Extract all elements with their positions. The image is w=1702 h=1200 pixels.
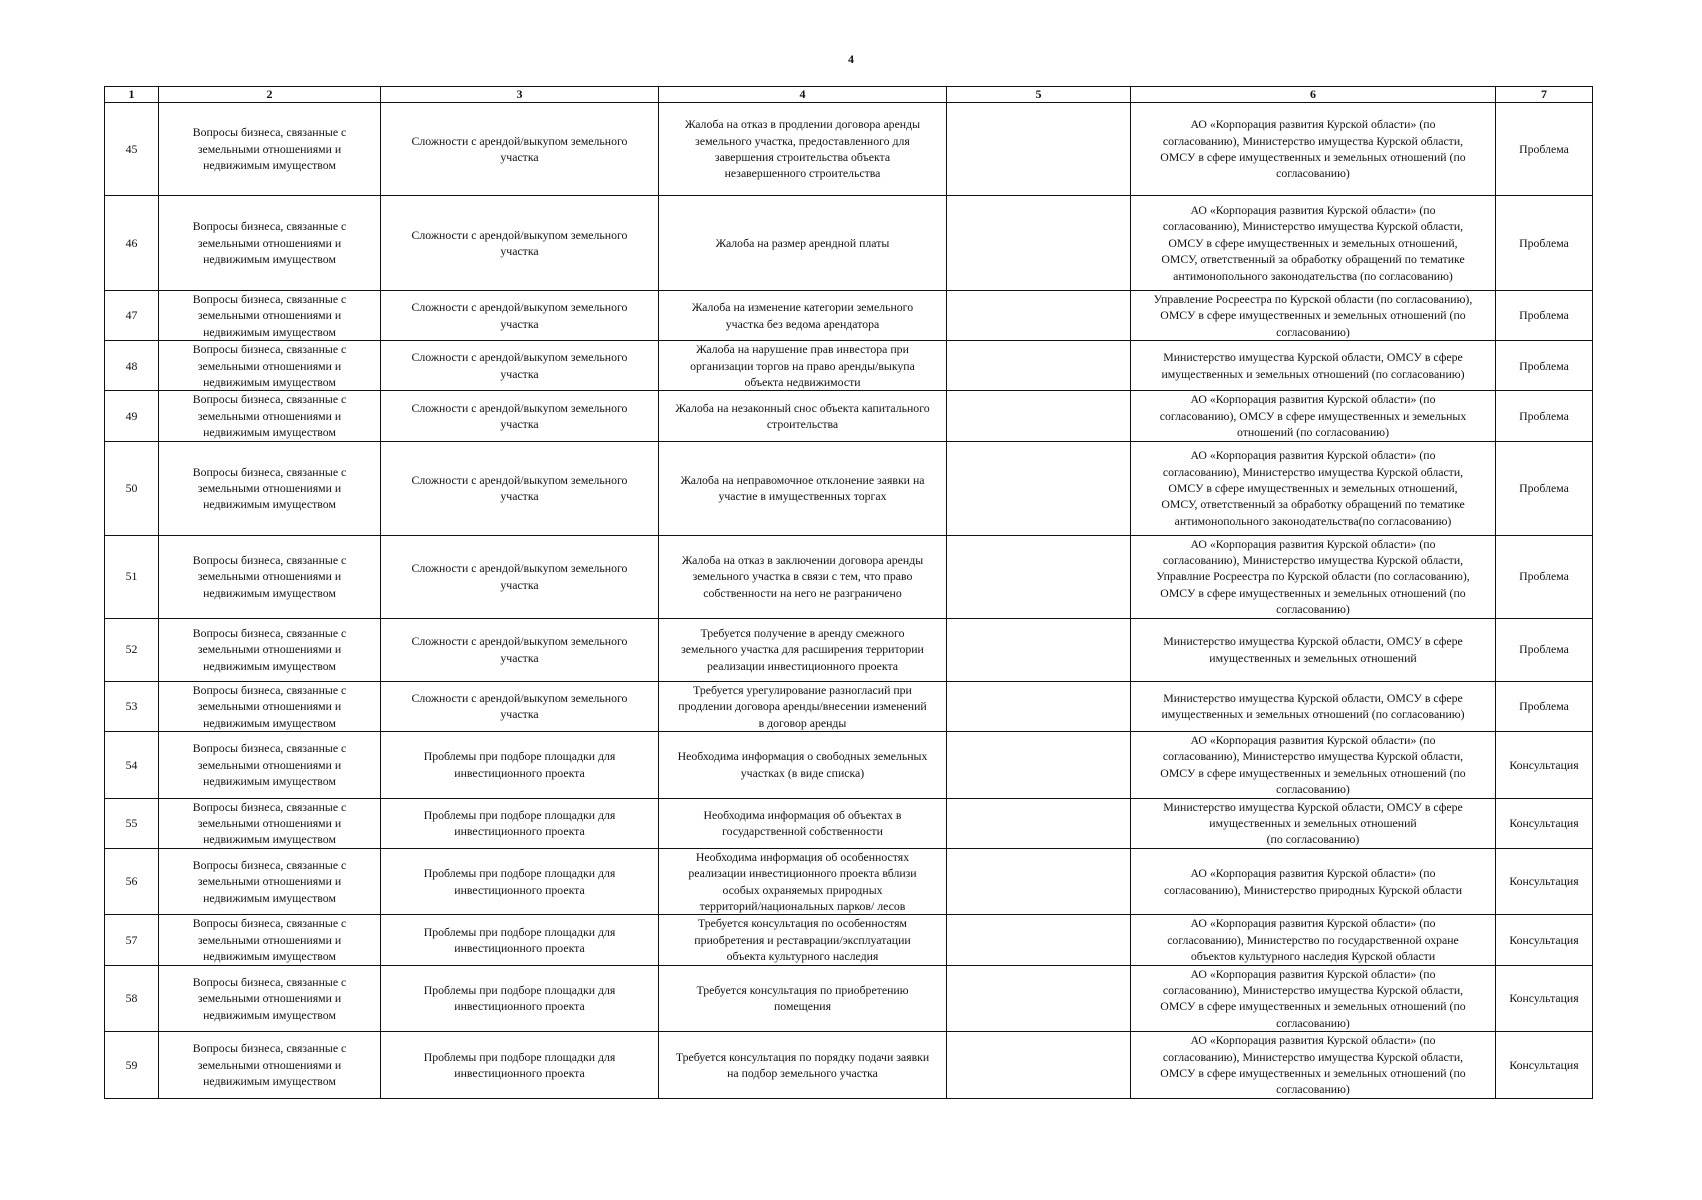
table-row	[105, 798, 1593, 848]
cell-topic: Вопросы бизнеса, связанные с земельными отношениями и недвижимым имуществом	[159, 681, 381, 731]
cell-description: Требуется консультация по особенностям приобретения и реставрации/эксплуатации объекта культурного наследия	[659, 915, 947, 965]
cell-issue: Проблемы при подборе площадки для инвестиционного проекта	[381, 848, 659, 915]
header-col-5: 5	[947, 87, 1131, 103]
table-row	[105, 103, 1593, 196]
page-number: 4	[848, 52, 854, 66]
cell-col5	[947, 848, 1131, 915]
cell-description: Жалоба на отказ в продлении договора аренды земельного участка, предоставленного для завершения строительства объекта незавершенного строительства	[659, 103, 947, 196]
cell-col5	[947, 618, 1131, 681]
document-table	[104, 86, 1593, 1099]
cell-topic: Вопросы бизнеса, связанные с земельными отношениями и недвижимым имуществом	[159, 291, 381, 341]
cell-issue: Проблемы при подборе площадки для инвестиционного проекта	[381, 798, 659, 848]
cell-col5	[947, 291, 1131, 341]
cell-type: Консультация	[1496, 915, 1593, 965]
cell-type: Консультация	[1496, 848, 1593, 915]
cell-col5	[947, 798, 1131, 848]
table-row	[105, 848, 1593, 915]
cell-responsible: Министерство имущества Курской области, ОМСУ в сфере имущественных и земельных отношений (по согласованию)	[1131, 341, 1496, 391]
cell-col5	[947, 681, 1131, 731]
cell-issue: Проблемы при подборе площадки для инвестиционного проекта	[381, 731, 659, 798]
cell-number: 56	[105, 848, 159, 915]
cell-type: Консультация	[1496, 798, 1593, 848]
cell-type: Проблема	[1496, 196, 1593, 291]
cell-issue: Проблемы при подборе площадки для инвестиционного проекта	[381, 1032, 659, 1099]
table-header	[105, 87, 1593, 103]
cell-issue: Сложности с арендой/выкупом земельного участка	[381, 535, 659, 618]
cell-topic: Вопросы бизнеса, связанные с земельными отношениями и недвижимым имуществом	[159, 618, 381, 681]
table-row	[105, 681, 1593, 731]
cell-description: Требуется консультация по порядку подачи заявки на подбор земельного участка	[659, 1032, 947, 1099]
cell-issue: Сложности с арендой/выкупом земельного участка	[381, 103, 659, 196]
cell-number: 53	[105, 681, 159, 731]
cell-number: 50	[105, 441, 159, 535]
cell-description: Необходима информация об особенностях реализации инвестиционного проекта вблизи особых охраняемых природных территорий/национальных парков/ лесов	[659, 848, 947, 915]
cell-topic: Вопросы бизнеса, связанные с земельными отношениями и недвижимым имуществом	[159, 915, 381, 965]
header-col-2: 2	[159, 87, 381, 103]
cell-topic: Вопросы бизнеса, связанные с земельными отношениями и недвижимым имуществом	[159, 196, 381, 291]
document-table-container	[104, 86, 1592, 1099]
cell-col5	[947, 341, 1131, 391]
cell-topic: Вопросы бизнеса, связанные с земельными отношениями и недвижимым имуществом	[159, 798, 381, 848]
table-row	[105, 1032, 1593, 1099]
cell-issue: Проблемы при подборе площадки для инвестиционного проекта	[381, 915, 659, 965]
cell-type: Консультация	[1496, 1032, 1593, 1099]
cell-description: Необходима информация о свободных земельных участках (в виде списка)	[659, 731, 947, 798]
cell-number: 58	[105, 965, 159, 1032]
table-row	[105, 915, 1593, 965]
cell-number: 46	[105, 196, 159, 291]
cell-type: Консультация	[1496, 965, 1593, 1032]
cell-number: 52	[105, 618, 159, 681]
cell-responsible: АО «Корпорация развития Курской области» (по согласованию), Министерство природных Курской области	[1131, 848, 1496, 915]
cell-responsible: АО «Корпорация развития Курской области» (по согласованию), ОМСУ в сфере имущественных и земельных отношений (по согласованию)	[1131, 391, 1496, 441]
cell-col5	[947, 965, 1131, 1032]
table-body	[105, 103, 1593, 1099]
cell-topic: Вопросы бизнеса, связанные с земельными отношениями и недвижимым имуществом	[159, 103, 381, 196]
cell-responsible: АО «Корпорация развития Курской области» (по согласованию), Министерство имущества Курской области, ОМСУ в сфере имущественных и земельных отношений (по согласованию)	[1131, 731, 1496, 798]
cell-responsible: АО «Корпорация развития Курской области» (по согласованию), Министерство имущества Курской области, ОМСУ в сфере имущественных и земельных отношений, ОМСУ, ответственный за обработку обращений по тематике антимонопольного законодательства(по согласованию)	[1131, 441, 1496, 535]
table-row	[105, 391, 1593, 441]
cell-topic: Вопросы бизнеса, связанные с земельными отношениями и недвижимым имуществом	[159, 341, 381, 391]
cell-number: 48	[105, 341, 159, 391]
cell-issue: Сложности с арендой/выкупом земельного участка	[381, 341, 659, 391]
cell-issue: Сложности с арендой/выкупом земельного участка	[381, 441, 659, 535]
cell-issue: Сложности с арендой/выкупом земельного участка	[381, 391, 659, 441]
cell-description: Жалоба на неправомочное отклонение заявки на участие в имущественных торгах	[659, 441, 947, 535]
header-col-6: 6	[1131, 87, 1496, 103]
header-row	[105, 87, 1593, 103]
cell-col5	[947, 196, 1131, 291]
cell-responsible: Министерство имущества Курской области, ОМСУ в сфере имущественных и земельных отношений (по согласованию)	[1131, 681, 1496, 731]
cell-issue: Проблемы при подборе площадки для инвестиционного проекта	[381, 965, 659, 1032]
cell-topic: Вопросы бизнеса, связанные с земельными отношениями и недвижимым имуществом	[159, 965, 381, 1032]
cell-col5	[947, 1032, 1131, 1099]
cell-col5	[947, 535, 1131, 618]
table-row	[105, 291, 1593, 341]
cell-responsible: АО «Корпорация развития Курской области» (по согласованию), Министерство имущества Курской области, ОМСУ в сфере имущественных и земельных отношений, ОМСУ, ответственный за обработку обращений по тематике антимонопольного законодательства (по согласованию)	[1131, 196, 1496, 291]
cell-issue: Сложности с арендой/выкупом земельного участка	[381, 291, 659, 341]
table-row	[105, 731, 1593, 798]
cell-description: Жалоба на незаконный снос объекта капитального строительства	[659, 391, 947, 441]
cell-type: Проблема	[1496, 681, 1593, 731]
cell-description: Жалоба на нарушение прав инвестора при организации торгов на право аренды/выкупа объекта недвижимости	[659, 341, 947, 391]
cell-description: Требуется урегулирование разногласий при продлении договора аренды/внесении изменений в договор аренды	[659, 681, 947, 731]
cell-number: 49	[105, 391, 159, 441]
cell-type: Проблема	[1496, 341, 1593, 391]
cell-responsible: Министерство имущества Курской области, ОМСУ в сфере имущественных и земельных отношений (по согласованию)	[1131, 798, 1496, 848]
cell-col5	[947, 915, 1131, 965]
table-row	[105, 341, 1593, 391]
cell-col5	[947, 103, 1131, 196]
table-row	[105, 441, 1593, 535]
cell-responsible: АО «Корпорация развития Курской области» (по согласованию), Министерство имущества Курской области, ОМСУ в сфере имущественных и земельных отношений (по согласованию)	[1131, 103, 1496, 196]
cell-type: Проблема	[1496, 103, 1593, 196]
header-col-7: 7	[1496, 87, 1593, 103]
cell-type: Проблема	[1496, 441, 1593, 535]
header-col-4: 4	[659, 87, 947, 103]
table-row	[105, 965, 1593, 1032]
cell-description: Жалоба на изменение категории земельного участка без ведома арендатора	[659, 291, 947, 341]
cell-topic: Вопросы бизнеса, связанные с земельными отношениями и недвижимым имуществом	[159, 535, 381, 618]
cell-type: Проблема	[1496, 291, 1593, 341]
cell-responsible: АО «Корпорация развития Курской области» (по согласованию), Министерство имущества Курской области, ОМСУ в сфере имущественных и земельных отношений (по согласованию)	[1131, 1032, 1496, 1099]
cell-responsible: Управление Росреестра по Курской области (по согласованию), ОМСУ в сфере имущественных и земельных отношений (по согласованию)	[1131, 291, 1496, 341]
cell-topic: Вопросы бизнеса, связанные с земельными отношениями и недвижимым имуществом	[159, 848, 381, 915]
cell-number: 47	[105, 291, 159, 341]
table-row	[105, 196, 1593, 291]
header-col-1: 1	[105, 87, 159, 103]
cell-col5	[947, 441, 1131, 535]
cell-responsible: АО «Корпорация развития Курской области» (по согласованию), Министерство имущества Курской области, Управлние Росреестра по Курской области (по согласованию), ОМСУ в сфере имущественных и земельных отношений (по согласованию)	[1131, 535, 1496, 618]
header-col-3: 3	[381, 87, 659, 103]
cell-number: 54	[105, 731, 159, 798]
cell-col5	[947, 391, 1131, 441]
table-row	[105, 618, 1593, 681]
cell-type: Проблема	[1496, 618, 1593, 681]
cell-type: Консультация	[1496, 731, 1593, 798]
cell-description: Жалоба на размер арендной платы	[659, 196, 947, 291]
cell-topic: Вопросы бизнеса, связанные с земельными отношениями и недвижимым имуществом	[159, 391, 381, 441]
cell-issue: Сложности с арендой/выкупом земельного участка	[381, 681, 659, 731]
cell-number: 59	[105, 1032, 159, 1099]
cell-type: Проблема	[1496, 391, 1593, 441]
cell-topic: Вопросы бизнеса, связанные с земельными отношениями и недвижимым имуществом	[159, 1032, 381, 1099]
cell-responsible: АО «Корпорация развития Курской области» (по согласованию), Министерство имущества Курской области, ОМСУ в сфере имущественных и земельных отношений (по согласованию)	[1131, 965, 1496, 1032]
cell-number: 51	[105, 535, 159, 618]
cell-number: 55	[105, 798, 159, 848]
cell-topic: Вопросы бизнеса, связанные с земельными отношениями и недвижимым имуществом	[159, 441, 381, 535]
cell-issue: Сложности с арендой/выкупом земельного участка	[381, 196, 659, 291]
cell-description: Необходима информация об объектах в государственной собственности	[659, 798, 947, 848]
cell-number: 57	[105, 915, 159, 965]
cell-description: Требуется получение в аренду смежного земельного участка для расширения территории реализации инвестиционного проекта	[659, 618, 947, 681]
table-row	[105, 535, 1593, 618]
cell-description: Требуется консультация по приобретению помещения	[659, 965, 947, 1032]
cell-responsible: АО «Корпорация развития Курской области» (по согласованию), Министерство по государственной охране объектов культурного наследия Курской области	[1131, 915, 1496, 965]
cell-number: 45	[105, 103, 159, 196]
cell-issue: Сложности с арендой/выкупом земельного участка	[381, 618, 659, 681]
cell-description: Жалоба на отказ в заключении договора аренды земельного участка в связи с тем, что право собственности на него не разграничено	[659, 535, 947, 618]
cell-topic: Вопросы бизнеса, связанные с земельными отношениями и недвижимым имуществом	[159, 731, 381, 798]
cell-type: Проблема	[1496, 535, 1593, 618]
cell-col5	[947, 731, 1131, 798]
cell-responsible: Министерство имущества Курской области, ОМСУ в сфере имущественных и земельных отношений	[1131, 618, 1496, 681]
